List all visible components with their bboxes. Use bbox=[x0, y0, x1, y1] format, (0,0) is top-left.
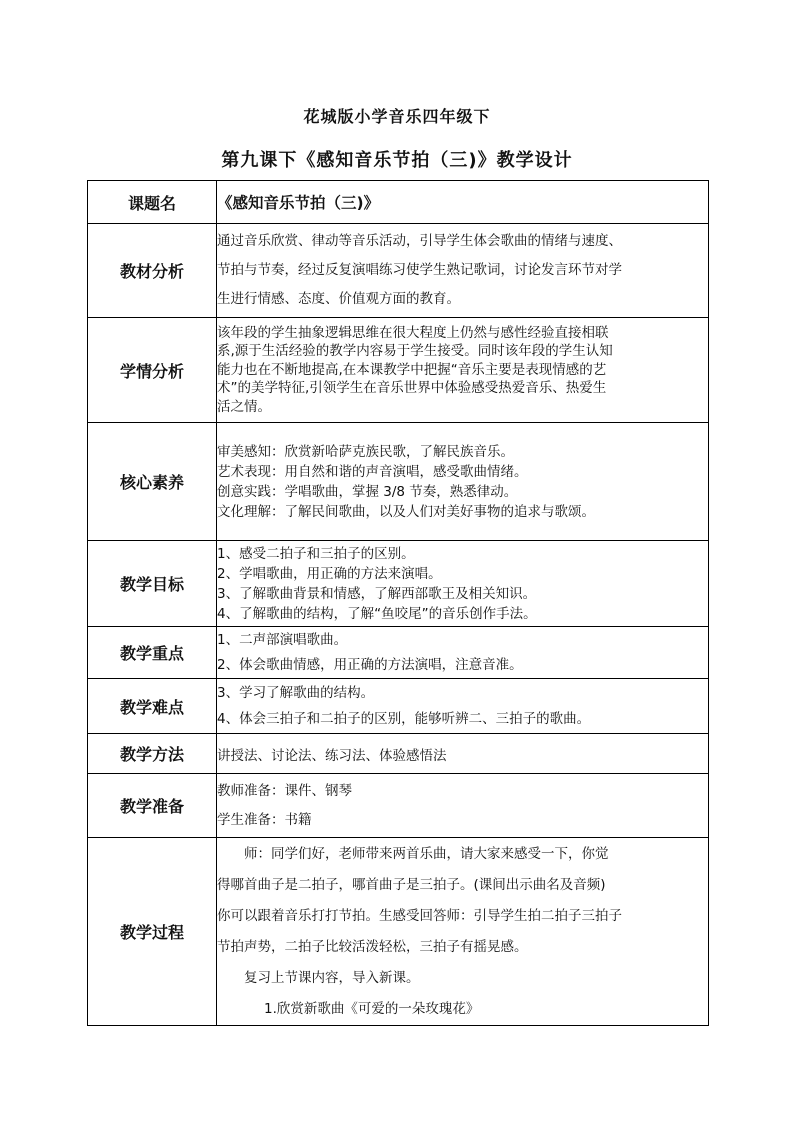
difficulty-item: 3、学习了解歌曲的结构。 bbox=[217, 685, 375, 701]
learner-line: 术”的美学特征,引领学生在音乐世界中体验感受热爱音乐、热爱生 bbox=[217, 380, 607, 397]
label-methods: 教学方法 bbox=[88, 734, 217, 774]
row-topic bbox=[88, 181, 709, 224]
row-material bbox=[88, 224, 709, 318]
learner-line: 活之情。 bbox=[217, 398, 271, 415]
label-preparation: 教学准备 bbox=[88, 774, 217, 838]
goal-item: 3、了解歌曲背景和情感，了解西部歌王及相关知识。 bbox=[217, 585, 537, 602]
value-process bbox=[217, 838, 709, 1026]
literacy-line: 审美感知：欣赏新哈萨克族民歌，了解民族音乐。 bbox=[217, 443, 514, 460]
value-preparation bbox=[217, 774, 709, 838]
value-learner bbox=[217, 318, 709, 423]
row-process bbox=[88, 838, 709, 1026]
process-line: 得哪首曲子是二拍子，哪首曲子是三拍子。(课间出示曲名及音频) bbox=[217, 876, 606, 893]
value-material bbox=[217, 224, 709, 318]
process-paragraph-first-line: 师：同学们好，老师带来两首乐曲，请大家来感受一下，你觉 bbox=[244, 845, 609, 862]
label-goals: 教学目标 bbox=[88, 541, 217, 627]
preparation-item: 教师准备：课件、钢琴 bbox=[217, 782, 352, 799]
lesson-plan-table bbox=[87, 180, 709, 1026]
literacy-line: 文化理解：了解民间歌曲，以及人们对美好事物的追求与歌颂。 bbox=[217, 503, 595, 520]
material-line: 生进行情感、态度、价值观方面的教育。 bbox=[217, 291, 460, 307]
preparation-item: 学生准备：书籍 bbox=[217, 811, 312, 828]
row-learner bbox=[88, 318, 709, 423]
literacy-line: 艺术表现：用自然和谐的声音演唱，感受歌曲情绪。 bbox=[217, 463, 528, 480]
row-goals bbox=[88, 541, 709, 627]
value-literacy bbox=[217, 423, 709, 541]
label-literacy: 核心素养 bbox=[88, 423, 217, 541]
difficulty-item: 4、体会三拍子和二拍子的区别，能够听辨二、三拍子的歌曲。 bbox=[217, 711, 591, 727]
key-point-item: 2、体会歌曲情感，用正确的方法演唱，注意音准。 bbox=[217, 656, 523, 673]
document-title: 第九课下《感知音乐节拍（三)》教学设计 bbox=[221, 150, 573, 171]
value-key-points bbox=[217, 627, 709, 679]
learner-line: 系,源于生活经验的教学内容易于学生接受。同时该年段的学生认知 bbox=[217, 343, 613, 360]
value-methods: 讲授法、讨论法、练习法、体验感悟法 bbox=[217, 734, 709, 774]
value-goals bbox=[217, 541, 709, 627]
label-difficulties: 教学难点 bbox=[88, 679, 217, 734]
row-preparation bbox=[88, 774, 709, 838]
material-line: 通过音乐欣赏、律动等音乐活动，引导学生体会歌曲的情绪与速度、 bbox=[217, 233, 622, 249]
learner-line: 能力也在不断地提高,在本课教学中把握“音乐主要是表现情感的艺 bbox=[217, 361, 607, 378]
process-review-line: 复习上节课内容，导入新课。 bbox=[244, 969, 420, 986]
row-difficulties bbox=[88, 679, 709, 734]
material-line: 节拍与节奏，经过反复演唱练习使学生熟记歌词，讨论发言环节对学 bbox=[217, 262, 622, 278]
literacy-line: 创意实践：学唱歌曲，掌握 3/8 节奏，熟悉律动。 bbox=[217, 483, 518, 500]
key-point-item: 1、二声部演唱歌曲。 bbox=[217, 631, 348, 648]
label-material: 教材分析 bbox=[88, 224, 217, 318]
process-line: 节拍声势，二拍子比较活泼轻松，三拍子有摇晃感。 bbox=[217, 938, 528, 955]
document-subtitle: 花城版小学音乐四年级下 bbox=[303, 107, 491, 126]
label-key-points: 教学重点 bbox=[88, 627, 217, 679]
row-literacy bbox=[88, 423, 709, 541]
goal-item: 1、感受二拍子和三拍子的区别。 bbox=[217, 545, 415, 562]
value-topic: 《感知音乐节拍（三)》 bbox=[217, 181, 709, 224]
row-methods bbox=[88, 734, 709, 774]
process-line: 你可以跟着音乐打打节拍。生感受回答师：引导学生拍二拍子三拍子 bbox=[217, 907, 622, 924]
process-step-1: 1.欣赏新歌曲《可爱的一朵玫瑰花》 bbox=[264, 1000, 480, 1017]
value-difficulties bbox=[217, 679, 709, 734]
label-process: 教学过程 bbox=[88, 838, 217, 1026]
goal-item: 2、学唱歌曲，用正确的方法来演唱。 bbox=[217, 565, 442, 582]
row-key-points bbox=[88, 627, 709, 679]
label-learner: 学情分析 bbox=[88, 318, 217, 423]
learner-line: 该年段的学生抽象逻辑思维在很大程度上仍然与感性经验直接相联 bbox=[217, 324, 609, 341]
goal-item: 4、了解歌曲的结构，了解“鱼咬尾”的音乐创作手法。 bbox=[217, 605, 537, 622]
label-topic: 课题名 bbox=[88, 181, 217, 224]
